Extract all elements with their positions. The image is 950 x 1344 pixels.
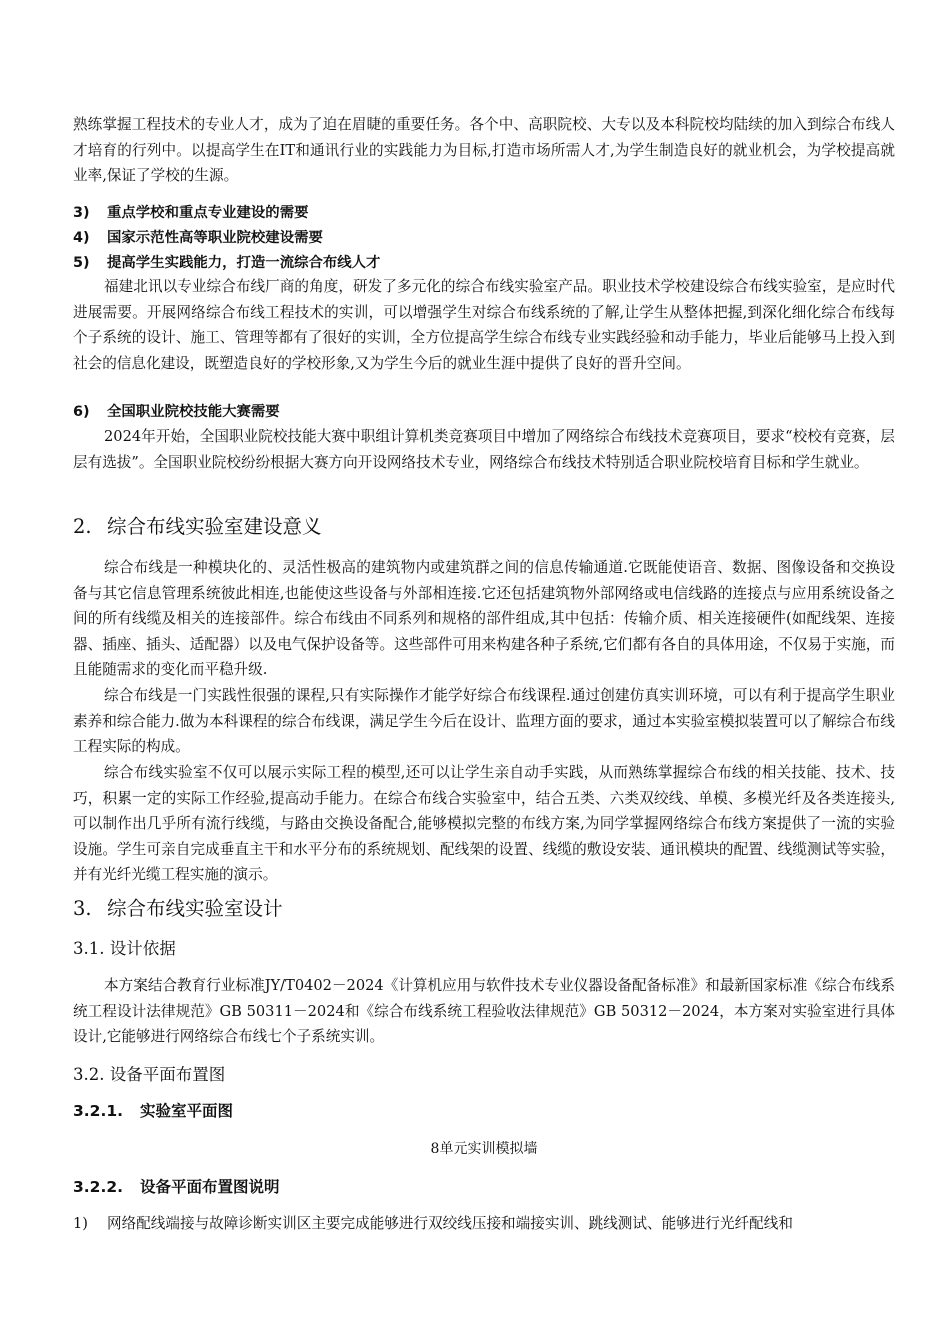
section-3-2-1-heading	[73, 1100, 895, 1122]
section-title: 综合布线实验室建设意义	[107, 515, 322, 538]
intro-paragraph: 熟练掌握工程技术的专业人才，成为了迫在眉睫的重要任务。各个中、高职院校、大专以及本科院校均陆续的加入到综合布线人才培育的行列中。以提高学生在IT和通讯行业的实践能力为目标,打造市场所需人才,为学生制造良好的就业机会，为学校提高就业率,保证了学校的生源。	[73, 116, 895, 185]
list-text: 全国职业院校技能大赛需要	[107, 404, 280, 420]
list-number: 1)	[73, 1215, 88, 1232]
list-item-4	[73, 228, 895, 248]
list-text: 重点学校和重点专业建设的需要	[107, 205, 309, 221]
section-2-paragraph-2: 综合布线是一门实践性很强的课程,只有实际操作才能学好综合布线课程.通过创建仿真实训环境，可以有利于提高学生职业素养和综合能力.做为本科课程的综合布线课，满足学生今后在设计、监理方面的要求，通过本实验室模拟装置可以了解综合布线工程实际的构成。	[73, 687, 895, 756]
section-title: 实验室平面图	[140, 1102, 234, 1120]
section-3-1-heading: 3.1. 设计依据	[73, 939, 176, 958]
section-2-paragraph-3: 综合布线实验室不仅可以展示实际工程的模型,还可以让学生亲自动手实践，从而熟练掌握综合布线的相关技能、技术、技巧，积累一定的实际工作经验,提高动手能力。在综合布线合实验室中，结合五类、六类双绞线、单模、多模光纤及各类连接头,可以制作出几乎所有流行线缆，与路由交换设备配合,能够模拟完整的布线方案,为同学掌握网络综合布线方案提供了一流的实验设施。学生可亲自完成垂直主干和水平分布的系统规划、配线架的设置、线缆的敷设安装、通讯模块的配置、线缆测试等实验，并有光纤光缆工程实施的演示。	[73, 764, 895, 884]
list-text: 网络配线端接与故障诊断实训区主要完成能够进行双绞线压接和端接实训、跳线测试、能够进行光纤配线和	[107, 1215, 793, 1232]
list-number: 5)	[73, 255, 90, 271]
section-title: 综合布线实验室设计	[107, 897, 283, 920]
section-3-2-2-heading	[73, 1176, 895, 1198]
section-number: 3.2.1.	[73, 1102, 124, 1120]
list-item-3	[73, 203, 895, 223]
list-number: 3)	[73, 205, 90, 221]
section-3-heading	[73, 896, 895, 922]
section-3-1-paragraph: 本方案结合教育行业标准JY/T0402－2024《计算机应用与软件技术专业仪器设备配备标准》和最新国家标准《综合布线系统工程设计法律规范》GB 50311－2024和《综合布线系统工程验收法律规范》GB 50312－2024，本方案对实验室进行具体设计,它能够进行网络综合布线七个子系统实训。	[73, 977, 895, 1046]
list-item-5	[73, 253, 895, 273]
section-2-heading	[73, 514, 895, 540]
section-2-paragraph-1: 综合布线是一种模块化的、灵活性极高的建筑物内或建筑群之间的信息传输通道.它既能使语音、数据、图像设备和交换设备与其它信息管理系统彼此相连,也能使这些设备与外部相连接.它还包括建筑物外部网络或电信线路的连接点与应用系统设备之间的所有线缆及相关的连接部件。综合布线由不同系列和规格的部件组成,其中包括：传输介质、相关连接硬件(如配线架、连接器、插座、插头、适配器）以及电气保护设备等。这些部件可用来构建各种子系统,它们都有各自的具体用途，不仅易于实施，而且能随需求的变化而平稳升级.	[73, 559, 895, 679]
section-number: 3.2.2.	[73, 1178, 124, 1196]
list-text: 提高学生实践能力，打造一流综合布线人才	[107, 255, 381, 271]
list-item-1	[73, 1212, 895, 1236]
list-text: 国家示范性高等职业院校建设需要	[107, 230, 323, 246]
section-number: 2.	[73, 515, 92, 538]
list-item-6	[73, 402, 895, 422]
figure-caption: 8单元实训模拟墙	[430, 1141, 538, 1157]
list-number: 4)	[73, 230, 90, 246]
section-3-2-heading: 3.2. 设备平面布置图	[73, 1065, 226, 1084]
list-number: 6)	[73, 404, 90, 420]
section-number: 3.	[73, 897, 92, 920]
section-title: 设备平面布置图说明	[140, 1178, 280, 1196]
item6-paragraph: 2024年开始，全国职业院校技能大赛中职组计算机类竞赛项目中增加了网络综合布线技术竞赛项目，要求“校校有竞赛，层层有选拔”。全国职业院校纷纷根据大赛方向开设网络技术专业，网络综合布线技术特别适合职业院校培育目标和学生就业。	[73, 428, 895, 471]
item5-paragraph: 福建北讯以专业综合布线厂商的角度，研发了多元化的综合布线实验室产品。职业技术学校建设综合布线实验室，是应时代进展需要。开展网络综合布线工程技术的实训，可以增强学生对综合布线系统的了解,让学生从整体把握,到深化细化综合布线每个子系统的设计、施工、管理等都有了很好的实训，全方位提高学生综合布线专业实践经验和动手能力，毕业后能够马上投入到社会的信息化建设，既塑造良好的学校形象,又为学生今后的就业生涯中提供了良好的晋升空间。	[73, 278, 895, 372]
